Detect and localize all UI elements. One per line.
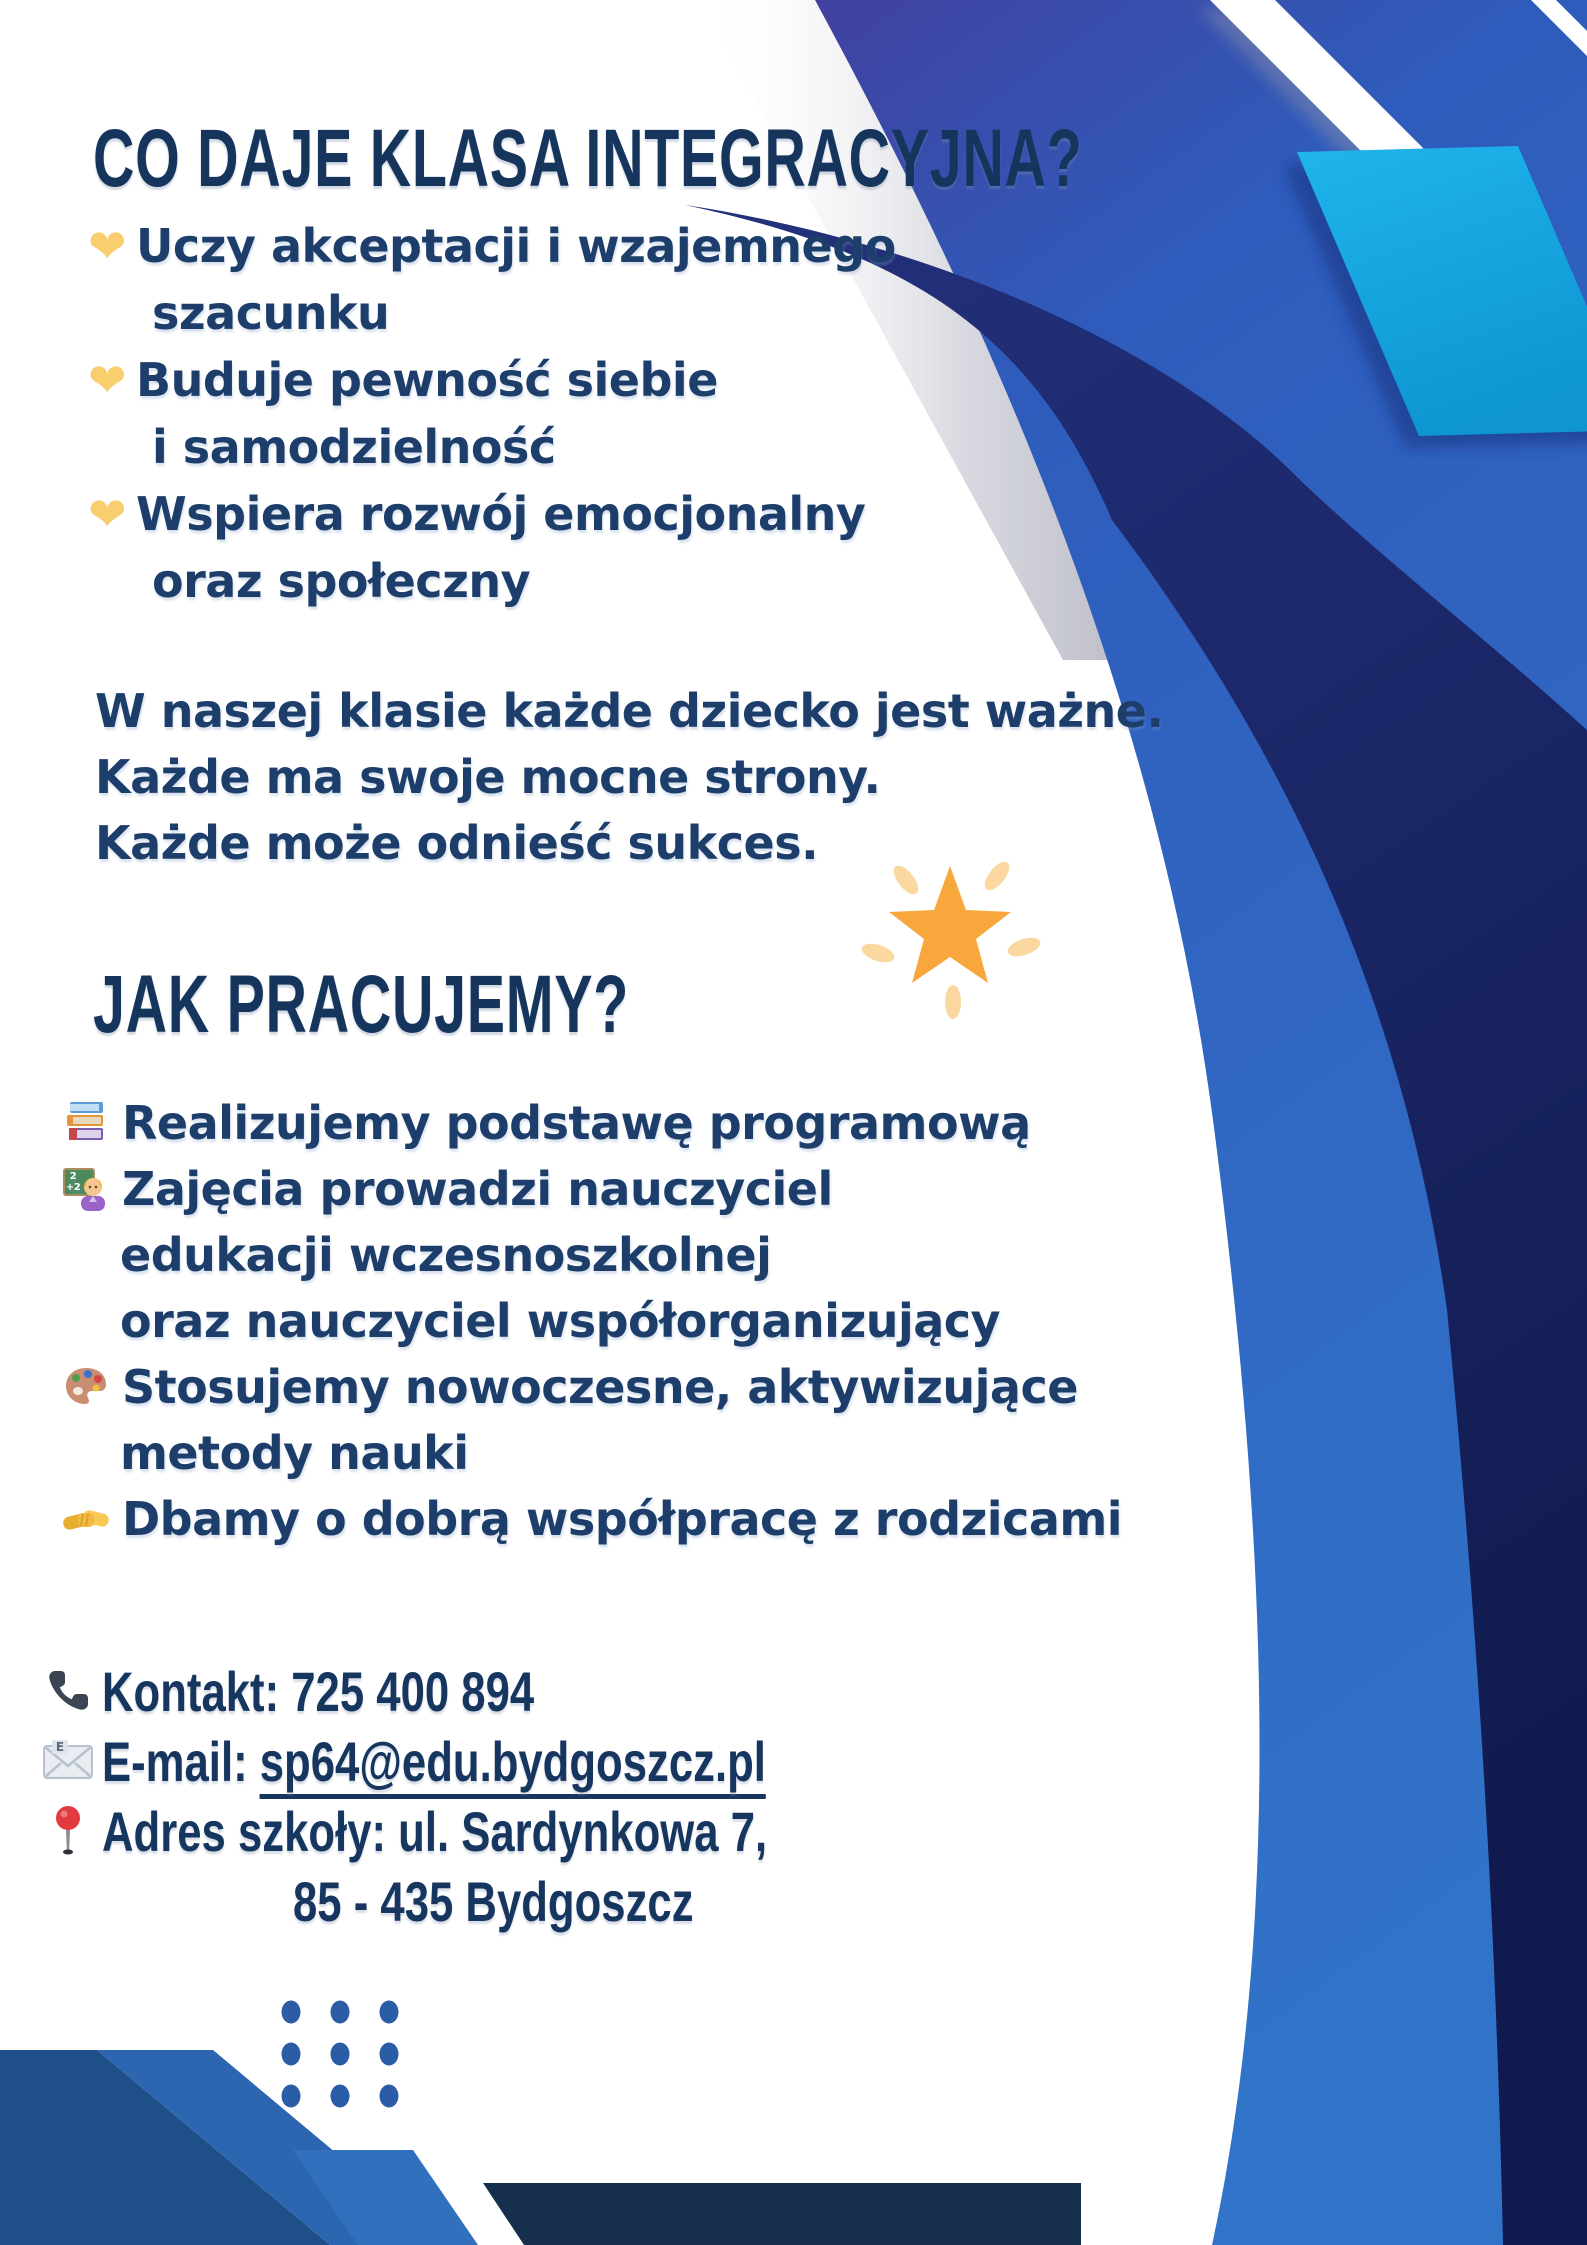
list-item-text: Stosujemy nowoczesne, aktywizujące [122, 1360, 1078, 1414]
handshake-icon [62, 1495, 110, 1543]
contact-address-row2 [40, 1866, 955, 1936]
contact-block [40, 1656, 955, 1936]
svg-text:E: E [55, 1740, 65, 1754]
contact-email-row [40, 1726, 955, 1796]
heart-icon: ❤ [88, 486, 127, 541]
list-item [62, 1222, 1122, 1288]
list-item-text: Uczy akceptacji i wzajemnego [136, 218, 896, 273]
list-item [88, 279, 896, 346]
pushpin-icon [40, 1804, 96, 1858]
bottom-navy-bar [483, 2183, 1081, 2245]
svg-text:+2: +2 [65, 1182, 81, 1193]
list-item [88, 547, 896, 614]
contact-phone-row [40, 1656, 955, 1726]
contact-phone-text: Kontakt: 725 400 894 [102, 1659, 535, 1723]
list-item-text: Realizujemy podstawę programową [122, 1096, 1031, 1150]
list-item [88, 212, 896, 279]
phone-icon [40, 1664, 96, 1718]
list-item-text: oraz nauczyciel współorganizujący [120, 1294, 1001, 1348]
list-item-text: metody nauki [120, 1426, 469, 1480]
section1-title: CO DAJE KLASA INTEGRACYJNA? [93, 113, 1083, 204]
statement-paragraph [95, 678, 1163, 876]
heart-icon: ❤ [88, 352, 127, 407]
list-item [62, 1354, 1122, 1420]
list-item-text: Buduje pewność siebie [136, 352, 718, 407]
contact-email-text: E-mail: sp64@edu.bydgoszcz.pl [102, 1729, 766, 1794]
list-item [62, 1156, 1122, 1222]
list-item [62, 1288, 1122, 1354]
section2-list [62, 1090, 1122, 1552]
contact-address2-text: 85 - 435 Bydgoszcz [293, 1869, 694, 1933]
list-item-text: Zajęcia prowadzi nauczyciel [122, 1162, 833, 1216]
list-item-text: Wspiera rozwój emocjonalny [136, 486, 866, 541]
list-item [62, 1090, 1122, 1156]
list-item [88, 413, 896, 480]
list-item [62, 1486, 1122, 1552]
list-item-text: oraz społeczny [152, 553, 531, 608]
palette-icon [62, 1363, 110, 1411]
contact-address-text: Adres szkoły: ul. Sardynkowa 7, [102, 1799, 768, 1863]
email-link[interactable]: sp64@edu.bydgoszcz.pl [260, 1730, 766, 1799]
teacher-icon [62, 1165, 110, 1213]
list-item-text: i samodzielność [152, 419, 556, 474]
books-icon [62, 1099, 110, 1147]
statement-line: W naszej klasie każde dziecko jest ważne. [95, 684, 1164, 738]
list-item [88, 346, 896, 413]
statement-line: Każde ma swoje mocne strony. [95, 750, 881, 804]
list-item [88, 480, 896, 547]
section2-title: JAK PRACUJEMY? [93, 959, 630, 1050]
section1-list [88, 212, 896, 614]
list-item-text: edukacji wczesnoszkolnej [120, 1228, 772, 1282]
heart-icon: ❤ [88, 218, 127, 273]
email-icon [40, 1734, 96, 1788]
svg-text:2: 2 [69, 1171, 77, 1182]
list-item-text: szacunku [152, 285, 390, 340]
contact-address-row [40, 1796, 955, 1866]
statement-line: Każde może odnieść sukces. [95, 816, 819, 870]
list-item [62, 1420, 1122, 1486]
star-icon [859, 858, 1042, 1019]
dots-grid [282, 2001, 399, 2108]
list-item-text: Dbamy o dobrą współpracę z rodzicami [122, 1492, 1123, 1546]
